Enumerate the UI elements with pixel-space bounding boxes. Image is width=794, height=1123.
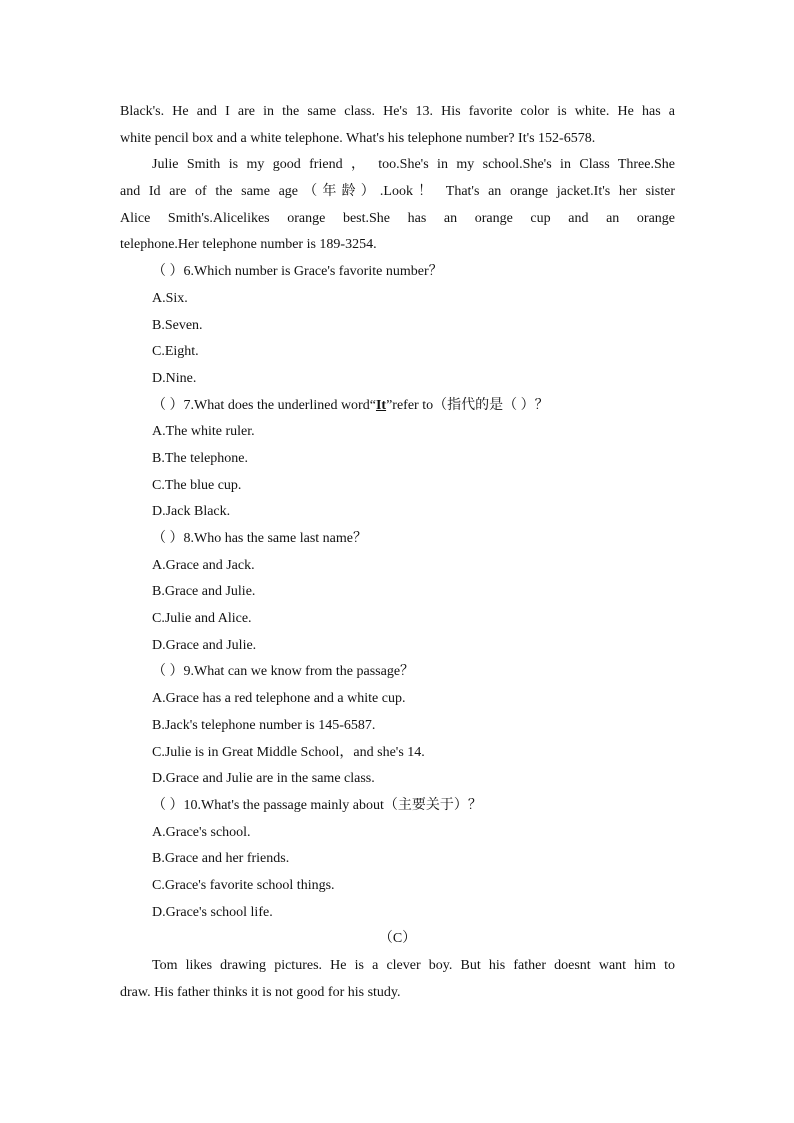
answer-option: C.The blue cup. — [152, 477, 242, 493]
question-7 — [120, 393, 675, 526]
answer-option: C.Julie is in Great Middle School，and she's 14. — [152, 744, 425, 760]
answer-option: B.Seven. — [152, 317, 203, 333]
stem-text: ”refer to（指代的是（ ）？ — [386, 397, 549, 413]
answer-option: B.Jack's telephone number is 145-6587. — [152, 717, 376, 733]
question-stem: （ ）10.What's the passage mainly about（主要关于）？ — [152, 797, 482, 813]
answer-option: C.Julie and Alice. — [152, 611, 252, 627]
text-line: Julie Smith is my good friend ， too.She's in my school.She's in Class Three.She — [152, 157, 675, 173]
text-line: white pencil box and a white telephone. What's his telephone number? It's 152-6578. — [120, 130, 596, 146]
question-stem: （ ）9.What can we know from the passage？ — [152, 664, 415, 680]
answer-option: A.The white ruler. — [152, 424, 255, 440]
text-line: Black's. He and I are in the same class. He's 13. His favorite color is white. He has a — [120, 104, 675, 119]
answer-option: D.Jack Black. — [152, 504, 231, 520]
stem-text: （ ）7.What does the underlined word“ — [152, 397, 376, 413]
answer-option: A.Grace's school. — [152, 824, 251, 840]
question-9 — [120, 659, 675, 792]
answer-option: A.Grace and Jack. — [152, 557, 255, 573]
question-stem: （ ）6.Which number is Grace's favorite number？ — [152, 264, 443, 280]
answer-option: D.Grace's school life. — [152, 904, 273, 920]
passage-b-paragraph-2 — [120, 152, 675, 259]
underlined-word: It — [375, 397, 387, 413]
passage-c-paragraph-1 — [120, 953, 675, 1006]
document-content — [120, 99, 675, 1006]
text-line: and Id are of the same age（年龄）.Look！ That's an orange jacket.It's her sister — [120, 184, 675, 200]
text-line: draw. His father thinks it is not good for his study. — [120, 984, 401, 1000]
text-line: Alice Smith's.Alicelikes orange best.She has an orange cup and an orange — [120, 210, 675, 226]
question-8 — [120, 526, 675, 659]
answer-option: C.Eight. — [152, 344, 199, 360]
answer-option: D.Grace and Julie are in the same class. — [152, 771, 375, 787]
answer-option: B.Grace and Julie. — [152, 584, 256, 600]
answer-option: A.Six. — [152, 290, 188, 306]
text-line: telephone.Her telephone number is 189-3254. — [120, 237, 377, 253]
question-stem: （ ）8.Who has the same last name？ — [152, 531, 368, 546]
question-stem — [120, 393, 675, 420]
answer-option: C.Grace's favorite school things. — [152, 877, 335, 893]
question-6 — [120, 259, 675, 392]
section-heading: （C） — [378, 931, 417, 947]
answer-option: B.The telephone. — [152, 450, 249, 466]
answer-option: D.Grace and Julie. — [152, 637, 257, 653]
answer-option: D.Nine. — [152, 370, 197, 386]
passage-b-paragraph-1 — [120, 99, 675, 152]
text-line: Tom likes drawing pictures. He is a clever boy. But his father doesnt want him to — [152, 958, 675, 973]
question-10 — [120, 793, 675, 926]
answer-option: B.Grace and her friends. — [152, 851, 290, 867]
answer-option: A.Grace has a red telephone and a white cup. — [152, 691, 406, 707]
